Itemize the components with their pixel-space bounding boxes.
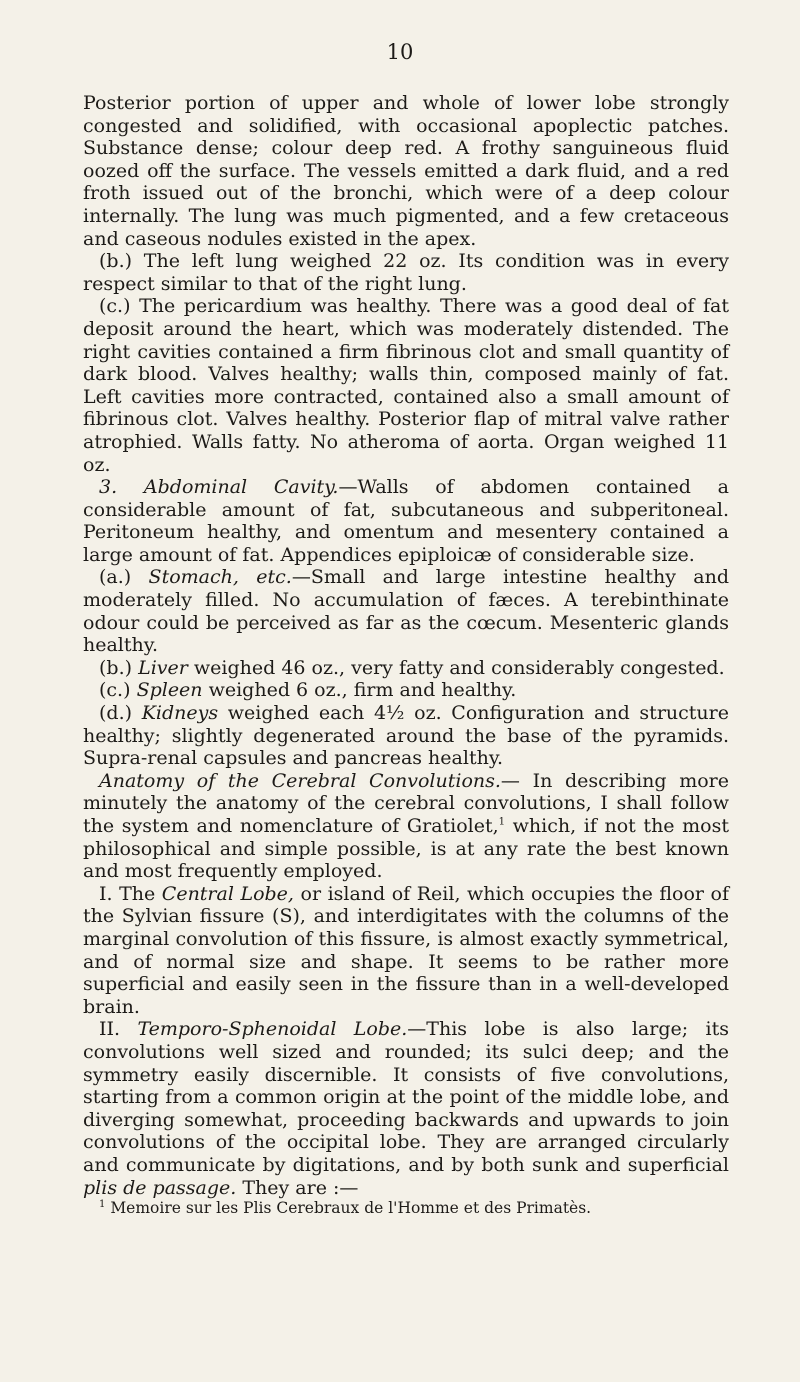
paragraph-central-lobe: I. The Central Lobe, or island of Reil, which occupies the floor of the Sylvian fissure (S), and interdigitates with the columns of the marginal convolution of this fissure, is almost exactly symmetrical, and of normal size and shape. It seems to be rather more superficial and easily seen in the fissure than in a well-developed brain. xyxy=(83,882,730,1018)
paragraph-abdominal-cavity: 3. Abdominal Cavity.—Walls of abdomen contained a considerable amount of fat, subcutaneous and subperitoneal. Peritoneum healthy, and omentum and mesentery contained a large amount of fat. Appendices epiploicæ of considerable size. xyxy=(83,476,729,566)
page-number: 10 xyxy=(386,40,414,64)
heading-cerebral-anatomy: Anatomy of the Cerebral Convolutions. xyxy=(99,769,501,792)
footnote xyxy=(83,1199,729,1218)
footnote-reference: 1 xyxy=(498,816,506,828)
paragraph-lung-left: (b.) The left lung weighed 22 oz. Its condition was in every respect similar to that of the right lung. xyxy=(83,250,729,295)
heading-temporo-sphenoidal-lobe: Temporo-Sphenoidal Lobe. xyxy=(137,1018,408,1041)
paragraph-kidneys: (d.) Kidneys weighed each 4½ oz. Configuration and structure healthy; slightly degenerated around the base of the pyramids. Supra-renal capsules and pancreas healthy. xyxy=(83,702,729,770)
heading-central-lobe: Central Lobe, xyxy=(161,882,294,905)
heading-liver: Liver xyxy=(138,656,188,679)
heading-spleen: Spleen xyxy=(136,679,203,702)
footnote-marker: 1 xyxy=(99,1198,106,1210)
term-plis-de-passage: plis de passage. xyxy=(83,1176,237,1199)
footnote-text: Memoire sur les Plis Cerebraux de l'Homme et des Primatès. xyxy=(110,1199,592,1218)
paragraph-liver: (b.) Liver weighed 46 oz., very fatty and considerably congested. xyxy=(99,656,725,679)
paragraph-stomach: (a.) Stomach, etc.—Small and large intestine healthy and moderately filled. No accumulation of fæces. A terebinthinate odour could be perceived as far as the cœcum. Mesenteric glands healthy. xyxy=(83,566,730,657)
paragraph-pericardium: (c.) The pericardium was healthy. There was a good deal of fat deposit around the heart, which was moderately distended. The right cavities contained a firm fibrinous clot and small quantity of dark blood. Valves healthy; walls thin, composed mainly of fat. Left cavities more contracted, contained also a small amount of fibrinous clot. Valves healthy. Posterior flap of mitral valve rather atrophied. Walls fatty. No atheroma of aorta. Organ weighed 11 oz. xyxy=(83,295,729,476)
heading-stomach: Stomach, etc. xyxy=(148,566,292,589)
paragraph-cerebral-anatomy: Anatomy of the Cerebral Convolutions.— In describing more minutely the anatomy of the cerebral convolutions, I shall follow the system and nomenclature of Gratiolet,$^1$ which, if not the most philosophical and simple possible, is at any rate the best known and most frequently employed. xyxy=(83,769,730,883)
heading-kidneys: Kidneys xyxy=(141,702,219,725)
paragraph-temporo-sphenoidal-lobe: II. Temporo-Sphenoidal Lobe.—This lobe is also large; its convolutions well sized and rounded; its sulci deep; and the symmetry easily discernible. It consists of five convolutions, starting from a common origin at the point of the middle lobe, and diverging somewhat, proceeding backwards and upwards to join convolutions of the occipital lobe. They are arranged circularly and communicate by digitations, and by both sunk and superficial plis de passage. They are :— xyxy=(83,1018,729,1199)
paragraph-spleen: (c.) Spleen weighed 6 oz., firm and healthy. xyxy=(99,679,517,702)
paragraph-lung-right: Posterior portion of upper and whole of lower lobe strongly congested and solidified, with occasional apoplectic patches. Substance dense; colour deep red. A frothy sanguineous fluid oozed off the surface. The vessels emitted a dark fluid, and a red froth issued out of the bronchi, which were of a deep colour internally. The lung was much pigmented, and a few cretaceous and caseous nodules existed in the apex. xyxy=(83,92,729,250)
heading-abdominal-cavity: 3. Abdominal Cavity. xyxy=(99,476,339,499)
page-body xyxy=(83,92,729,1218)
